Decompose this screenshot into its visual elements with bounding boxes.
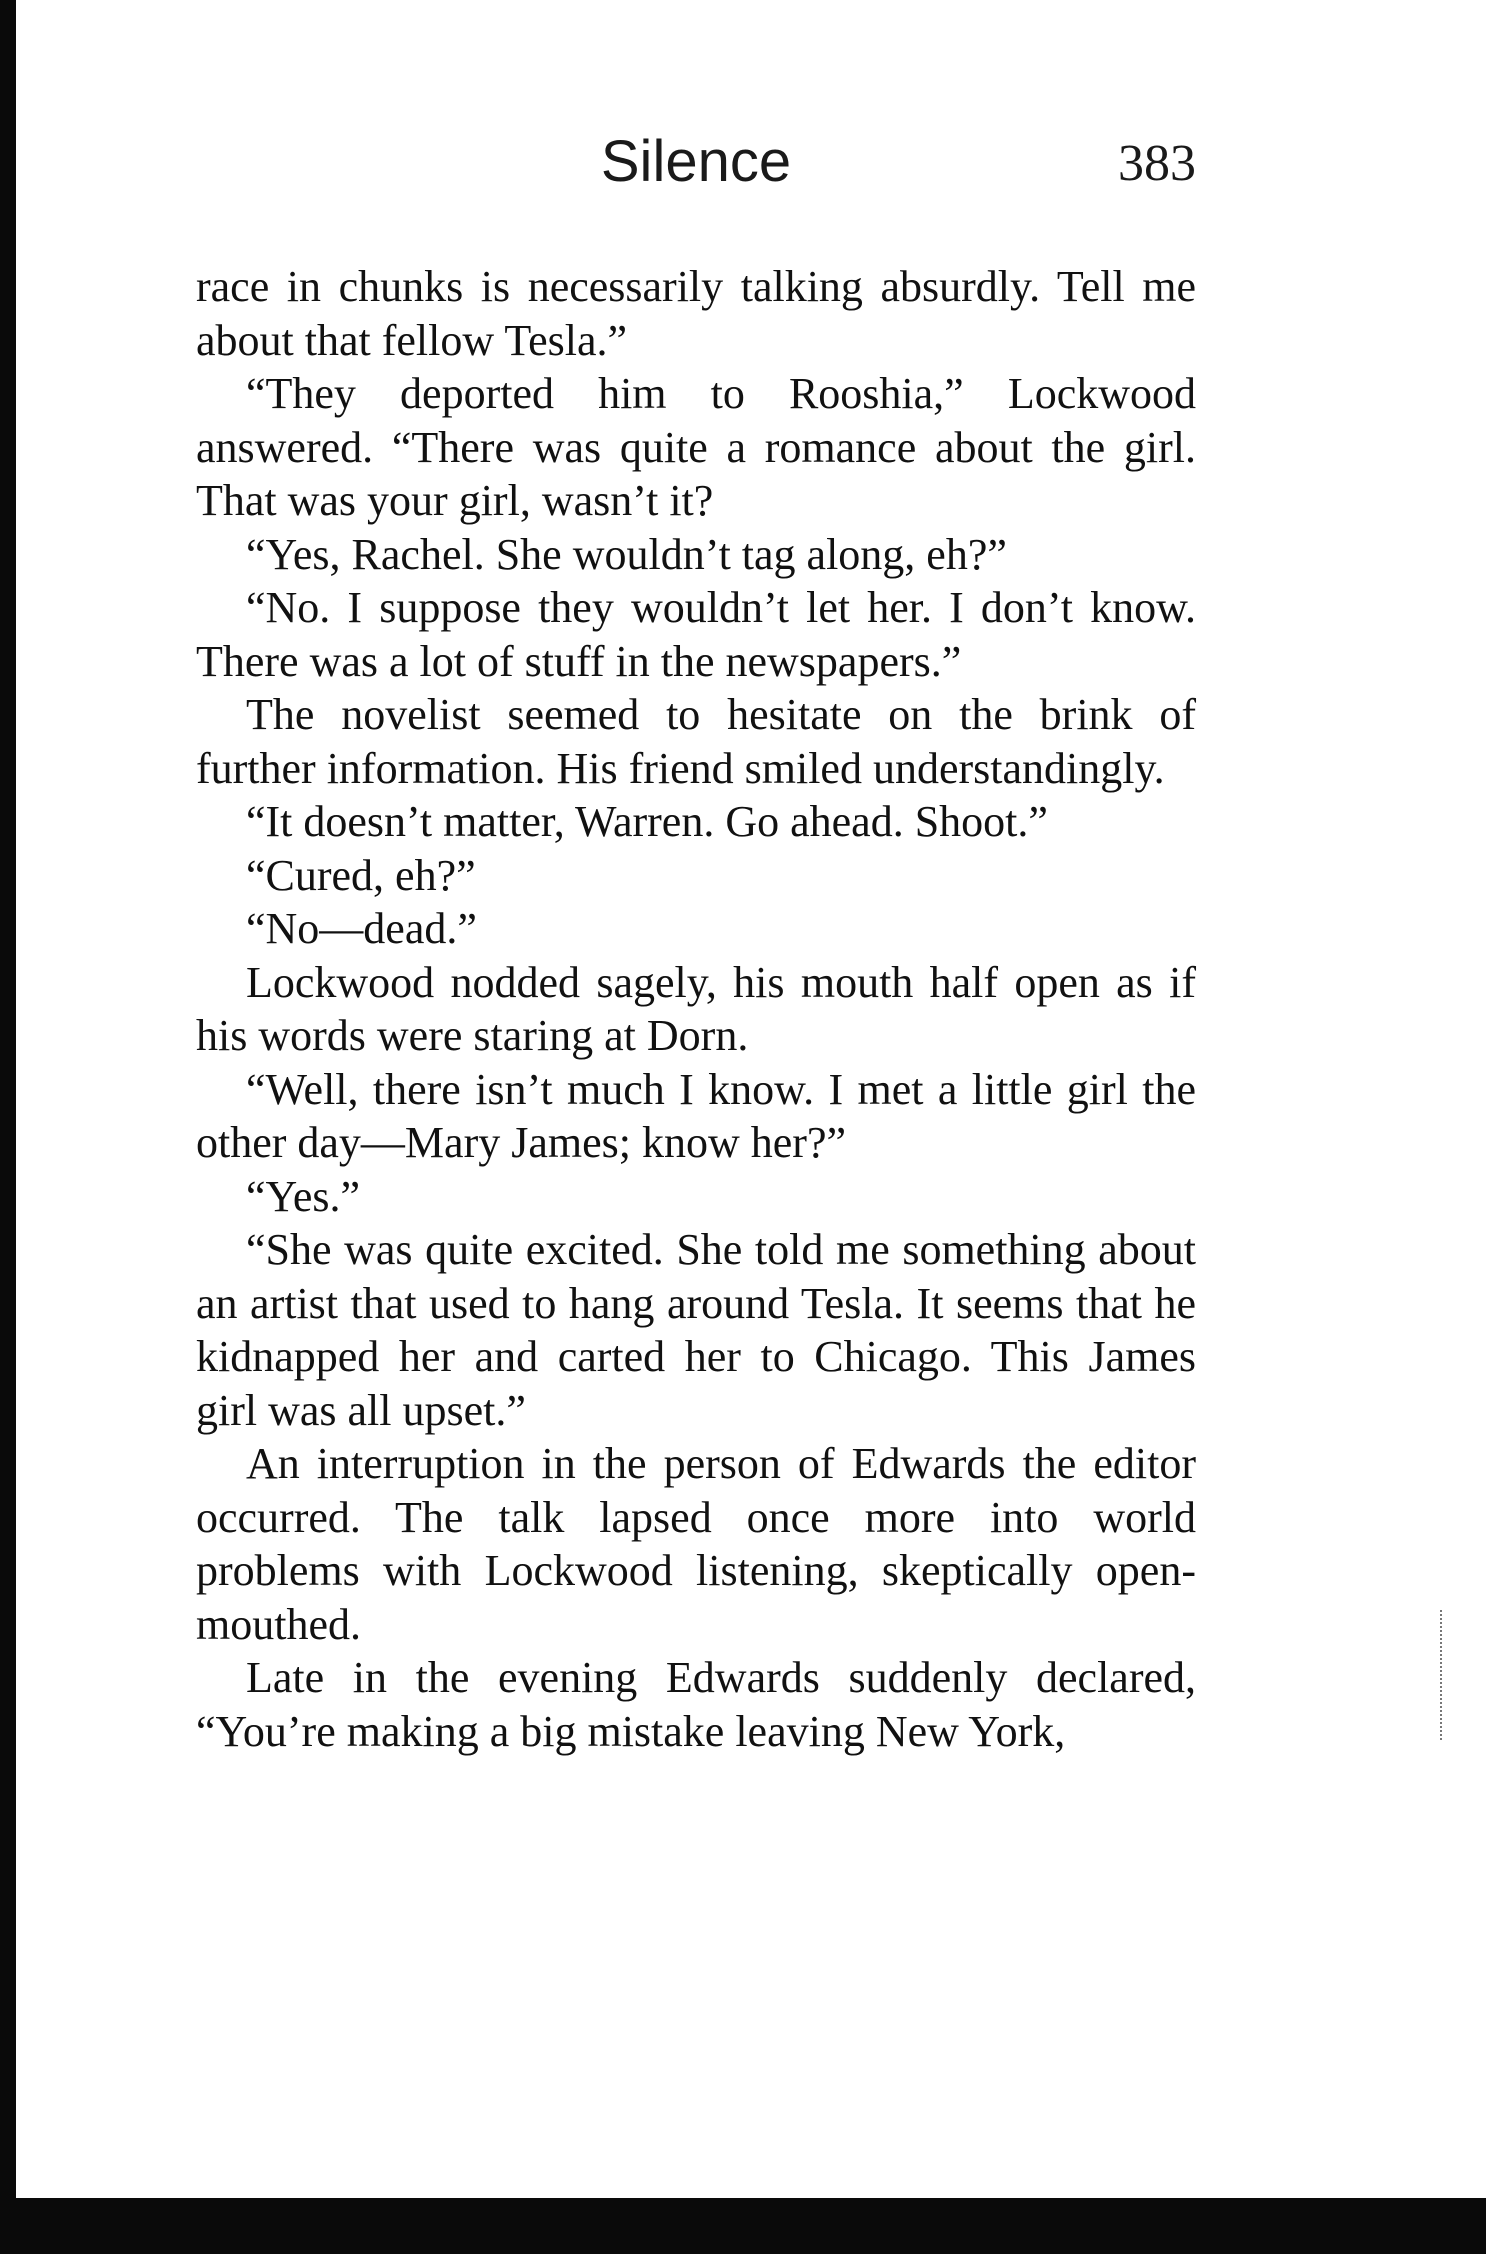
paragraph: “Yes.” bbox=[246, 1171, 361, 1221]
page-number: 383 bbox=[1118, 135, 1196, 192]
scan-left-edge bbox=[0, 0, 16, 2254]
paragraph: An interruption in the person of Edwards the editor occurred. The talk lapsed once more into world problems with Lockwood listening, skeptically open-mouthed. bbox=[196, 1439, 1196, 1649]
paragraph: “No—dead.” bbox=[246, 904, 477, 953]
paragraph: Lockwood nodded sagely, his mouth half open as if his words were staring at Dorn. bbox=[196, 957, 1196, 1060]
paragraph: “It doesn’t matter, Warren. Go ahead. Shoot.” bbox=[246, 797, 1048, 846]
scan-bottom-edge bbox=[0, 2198, 1486, 2254]
paragraph: The novelist seemed to hesitate on the brink of further information. His friend smiled understandingly. bbox=[196, 690, 1196, 793]
paragraph: “Cured, eh?” bbox=[246, 850, 476, 900]
body-text bbox=[196, 260, 1196, 1758]
paragraph: “She was quite excited. She told me something about an artist that used to hang around Tesla. It seems that he kidnapped her and carted her to Chicago. This James girl was all upset.” bbox=[196, 1225, 1196, 1435]
paragraph: “Well, there isn’t much I know. I met a little girl the other day—Mary James; know her?” bbox=[196, 1064, 1196, 1167]
margin-scan-artifact bbox=[1440, 1610, 1444, 1740]
running-head bbox=[196, 128, 1196, 208]
running-title: Silence bbox=[600, 129, 792, 194]
paragraph: “They deported him to Rooshia,” Lockwood answered. “There was quite a romance about the girl. That was your girl, wasn’t it? bbox=[196, 369, 1196, 525]
paragraph: Late in the evening Edwards suddenly declared, “You’re making a big mistake leaving New York, bbox=[196, 1653, 1196, 1756]
paragraph: race in chunks is necessarily talking absurdly. Tell me about that fellow Tesla.” bbox=[196, 262, 1196, 365]
paragraph: “Yes, Rachel. She wouldn’t tag along, eh?” bbox=[246, 529, 1007, 579]
paragraph: “No. I suppose they wouldn’t let her. I don’t know. There was a lot of stuff in the newspapers.” bbox=[196, 583, 1196, 686]
